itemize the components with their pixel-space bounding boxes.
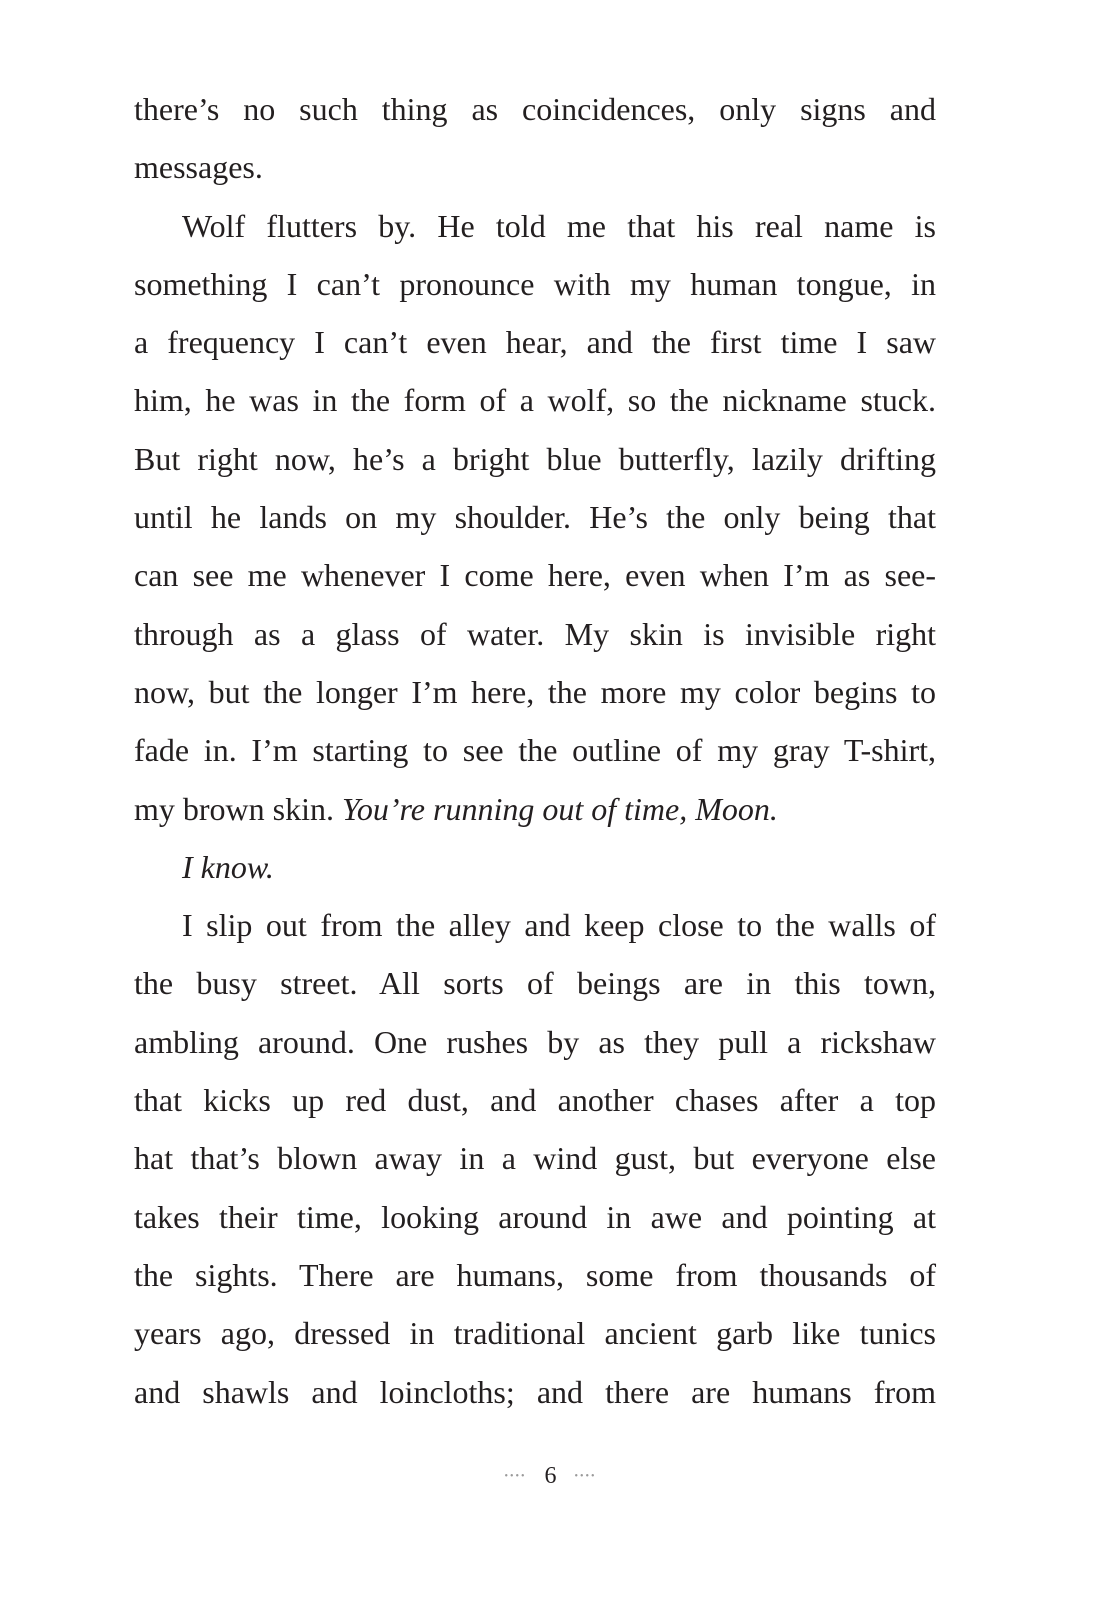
text-line: until he lands on my shoulder. He’s the only being that (134, 499, 936, 536)
body-text (134, 80, 936, 1421)
text-line: now, but the longer I’m here, the more my color begins to (134, 673, 936, 710)
text-italic: You’re running out of time, Moon. (342, 790, 778, 827)
text-line: the sights. There are humans, some from thousands of (134, 1256, 936, 1293)
text-line: Wolf flutters by. He told me that his real name is (182, 207, 936, 244)
footer-dots-right: •••• (574, 1471, 597, 1482)
text-line: hat that’s blown away in a wind gust, but everyone else (134, 1140, 936, 1177)
text-line: I slip out from the alley and keep close to the walls of (182, 907, 936, 944)
text-line: the busy street. All sorts of beings are in this town, (134, 965, 936, 1002)
text-line: fade in. I’m starting to see the outline of my gray T-shirt, (134, 732, 936, 769)
text-line: takes their time, looking around in awe and pointing at (134, 1198, 936, 1235)
text-line-mixed (134, 780, 936, 838)
text-line: can see me whenever I come here, even when I’m as see- (134, 557, 936, 594)
text-line: him, he was in the form of a wolf, so the nickname stuck. (134, 382, 936, 419)
text-line: that kicks up red dust, and another chases after a top (134, 1082, 936, 1119)
text-line: and shawls and loincloths; and there are humans from (134, 1373, 936, 1410)
text-line: ambling around. One rushes by as they pull a rickshaw (134, 1023, 936, 1060)
page-number: 6 (544, 1463, 557, 1489)
footer-dots-left: •••• (504, 1471, 527, 1482)
text-line: something I can’t pronounce with my human tongue, in (134, 265, 936, 302)
text-line: But right now, he’s a bright blue butterfly, lazily drifting (134, 440, 936, 477)
text-roman: my brown skin. (134, 790, 342, 827)
text-line: through as a glass of water. My skin is invisible right (134, 615, 936, 652)
page-footer (0, 1463, 1101, 1490)
text-line: a frequency I can’t even hear, and the first time I saw (134, 324, 936, 361)
text-line: years ago, dressed in traditional ancient garb like tunics (134, 1315, 936, 1352)
text-line: there’s no such thing as coincidences, only signs and (134, 91, 936, 127)
text-line-italic: I know. (182, 848, 274, 885)
text-line: messages. (134, 149, 263, 186)
